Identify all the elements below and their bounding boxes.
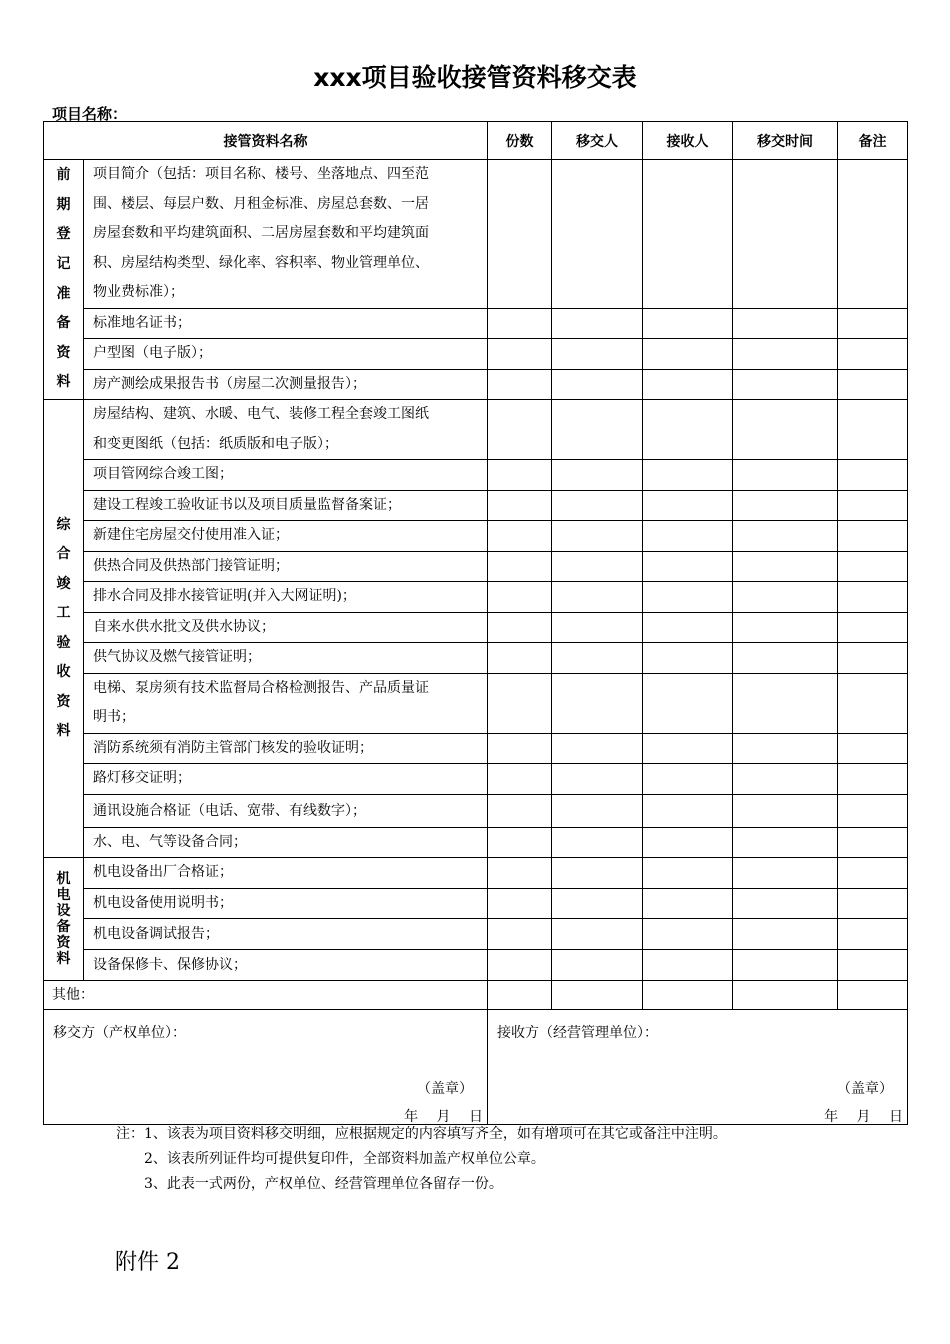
item-text: 房产测绘成果报告书（房屋二次测量报告）； bbox=[93, 375, 366, 392]
table-row bbox=[44, 673, 908, 733]
receiver-cell[interactable] bbox=[643, 981, 733, 1010]
remarks-cell[interactable] bbox=[838, 490, 908, 521]
receiver-cell[interactable] bbox=[643, 733, 733, 764]
remarks-cell[interactable] bbox=[838, 733, 908, 764]
count-cell[interactable] bbox=[488, 400, 552, 460]
header-handover-person: 移交人 bbox=[552, 122, 643, 160]
item-text: 设备保修卡、保修协议； bbox=[93, 956, 247, 973]
handover-time-cell[interactable] bbox=[733, 460, 838, 491]
receiver-cell[interactable] bbox=[643, 919, 733, 950]
handover-time-cell[interactable] bbox=[733, 981, 838, 1010]
count-cell[interactable] bbox=[488, 308, 552, 339]
table-row bbox=[44, 551, 908, 582]
item-text: 通讯设施合格证（电话、宽带、有线数字）； bbox=[93, 803, 366, 819]
remarks-cell[interactable] bbox=[838, 460, 908, 491]
remarks-cell[interactable] bbox=[838, 981, 908, 1010]
remarks-cell[interactable] bbox=[838, 764, 908, 795]
handover-time-cell[interactable] bbox=[733, 858, 838, 889]
signature-row bbox=[44, 1010, 908, 1125]
handover-person-cell[interactable] bbox=[552, 827, 643, 858]
remarks-cell[interactable] bbox=[838, 950, 908, 981]
table-row bbox=[44, 794, 908, 827]
category-char: 备 bbox=[56, 315, 71, 332]
receiver-cell[interactable] bbox=[643, 551, 733, 582]
table-row bbox=[44, 764, 908, 795]
handover-person-cell[interactable] bbox=[552, 919, 643, 950]
category-char: 期 bbox=[56, 196, 71, 213]
handover-person-cell[interactable] bbox=[552, 400, 643, 460]
table-row bbox=[44, 733, 908, 764]
item-name bbox=[84, 490, 488, 521]
remarks-cell[interactable] bbox=[838, 400, 908, 460]
item-name bbox=[84, 612, 488, 643]
category-char: 准 bbox=[56, 285, 71, 302]
receiver-cell[interactable] bbox=[643, 400, 733, 460]
count-cell[interactable] bbox=[488, 521, 552, 552]
item-text: 路灯移交证明； bbox=[93, 770, 191, 786]
handover-time-cell[interactable] bbox=[733, 733, 838, 764]
item-text: 围、楼层、每层户数、月租金标准、房屋总套数、一居 bbox=[93, 195, 429, 212]
table-row bbox=[44, 612, 908, 643]
count-cell[interactable] bbox=[488, 733, 552, 764]
item-text: 积、房屋结构类型、绿化率、容积率、物业管理单位、 bbox=[93, 254, 429, 271]
receiver-cell[interactable] bbox=[643, 673, 733, 733]
item-name bbox=[84, 369, 488, 400]
item-text: 新建住宅房屋交付使用准入证； bbox=[93, 527, 289, 543]
category-char: 资 bbox=[56, 693, 71, 710]
header-name: 接管资料名称 bbox=[44, 122, 488, 160]
item-text: 供热合同及供热部门接管证明； bbox=[93, 557, 289, 574]
table-row bbox=[44, 400, 908, 460]
receiver-cell[interactable] bbox=[643, 888, 733, 919]
item-text: 房屋套数和平均建筑面积、二居房屋套数和平均建筑面 bbox=[93, 225, 429, 241]
handover-person-cell[interactable] bbox=[552, 673, 643, 733]
table-row bbox=[44, 950, 908, 981]
receiver-cell[interactable] bbox=[643, 339, 733, 370]
remarks-cell[interactable] bbox=[838, 369, 908, 400]
handover-person-cell[interactable] bbox=[552, 582, 643, 613]
category-char: 电 bbox=[56, 887, 71, 903]
item-name bbox=[84, 308, 488, 339]
receiver-cell[interactable] bbox=[643, 369, 733, 400]
project-name-label: 项目名称： bbox=[52, 105, 128, 123]
item-text: 消防系统须有消防主管部门核发的验收证明； bbox=[93, 739, 373, 756]
header-receiver: 接收人 bbox=[643, 122, 733, 160]
handover-person-cell[interactable] bbox=[552, 858, 643, 889]
category-label bbox=[44, 858, 84, 981]
category-char: 资 bbox=[56, 935, 71, 951]
item-text: 户型图（电子版）； bbox=[93, 345, 212, 361]
table-row bbox=[44, 888, 908, 919]
note-line: 2、该表所列证件均可提供复印件，全部资料加盖产权单位公章。 bbox=[144, 1151, 545, 1167]
handover-time-cell[interactable] bbox=[733, 673, 838, 733]
receiver-cell[interactable] bbox=[643, 950, 733, 981]
category-char: 料 bbox=[56, 723, 71, 739]
handover-time-cell[interactable] bbox=[733, 400, 838, 460]
handover-time-cell[interactable] bbox=[733, 582, 838, 613]
category-char: 前 bbox=[56, 167, 71, 184]
item-name bbox=[84, 764, 488, 795]
count-cell[interactable] bbox=[488, 764, 552, 795]
receiver-cell[interactable] bbox=[643, 460, 733, 491]
count-cell[interactable] bbox=[488, 551, 552, 582]
receiver-cell[interactable] bbox=[643, 612, 733, 643]
count-cell[interactable] bbox=[488, 858, 552, 889]
count-cell[interactable] bbox=[488, 582, 552, 613]
signature-label: 移交方（产权单位）： bbox=[53, 1025, 186, 1041]
table-row bbox=[44, 160, 908, 309]
count-cell[interactable] bbox=[488, 673, 552, 733]
table-row bbox=[44, 490, 908, 521]
category-label bbox=[44, 160, 84, 400]
receiver-cell[interactable] bbox=[643, 160, 733, 309]
table-row bbox=[44, 308, 908, 339]
item-name bbox=[84, 827, 488, 858]
count-cell[interactable] bbox=[488, 160, 552, 309]
item-name bbox=[84, 582, 488, 613]
item-text: 排水合同及排水接管证明(并入大网证明)； bbox=[93, 588, 356, 604]
table-row bbox=[44, 521, 908, 552]
category-char: 备 bbox=[56, 919, 71, 935]
category-char: 综 bbox=[56, 516, 71, 533]
handover-time-cell[interactable] bbox=[733, 369, 838, 400]
item-name bbox=[84, 400, 488, 460]
receiver-cell[interactable] bbox=[643, 490, 733, 521]
handover-party-signature[interactable] bbox=[44, 1010, 488, 1125]
receiver-cell[interactable] bbox=[643, 858, 733, 889]
handover-time-cell[interactable] bbox=[733, 551, 838, 582]
other-label: 其他： bbox=[44, 981, 488, 1010]
handover-time-cell[interactable] bbox=[733, 919, 838, 950]
count-cell[interactable] bbox=[488, 612, 552, 643]
table-row bbox=[44, 369, 908, 400]
note-line: 3、此表一式两份，产权单位、经营管理单位各留存一份。 bbox=[144, 1176, 503, 1192]
handover-time-cell[interactable] bbox=[733, 950, 838, 981]
item-text: 项目管网综合竣工图； bbox=[93, 466, 233, 482]
item-text: 标准地名证书； bbox=[93, 314, 191, 331]
item-text: 电梯、泵房须有技术监督局合格检测报告、产品质量证 bbox=[93, 679, 429, 696]
handover-time-cell[interactable] bbox=[733, 612, 838, 643]
count-cell[interactable] bbox=[488, 888, 552, 919]
receiver-cell[interactable] bbox=[643, 643, 733, 674]
count-cell[interactable] bbox=[488, 643, 552, 674]
item-text: 机电设备调试报告； bbox=[93, 925, 219, 942]
notes bbox=[116, 1122, 727, 1197]
handover-time-cell[interactable] bbox=[733, 827, 838, 858]
handover-person-cell[interactable] bbox=[552, 521, 643, 552]
category-char: 合 bbox=[56, 546, 71, 562]
category-char: 记 bbox=[56, 255, 71, 272]
category-char: 工 bbox=[56, 605, 71, 621]
category-char: 料 bbox=[56, 374, 71, 391]
category-char: 机 bbox=[56, 871, 71, 887]
count-cell[interactable] bbox=[488, 460, 552, 491]
item-text: 机电设备使用说明书； bbox=[93, 894, 233, 911]
handover-time-cell[interactable] bbox=[733, 521, 838, 552]
item-name bbox=[84, 339, 488, 370]
category-char: 验 bbox=[56, 634, 71, 651]
handover-person-cell[interactable] bbox=[552, 308, 643, 339]
signature-label: 接收方（经营管理单位）： bbox=[497, 1025, 658, 1041]
item-name bbox=[84, 521, 488, 552]
stamp-label: （盖章） bbox=[417, 1081, 473, 1097]
item-name bbox=[84, 733, 488, 764]
receiver-cell[interactable] bbox=[643, 827, 733, 858]
item-text: 和变更图纸（包括：纸质版和电子版）； bbox=[93, 435, 338, 452]
table-row bbox=[44, 858, 908, 889]
item-text: 水、电、气等设备合同； bbox=[93, 833, 247, 850]
remarks-cell[interactable] bbox=[838, 794, 908, 827]
item-name bbox=[84, 160, 488, 309]
category-char: 资 bbox=[56, 344, 71, 361]
other-row bbox=[44, 981, 908, 1010]
handover-person-cell[interactable] bbox=[552, 460, 643, 491]
category-char: 登 bbox=[56, 226, 71, 243]
handover-person-cell[interactable] bbox=[552, 888, 643, 919]
handover-person-cell[interactable] bbox=[552, 950, 643, 981]
handover-table bbox=[43, 121, 908, 1125]
handover-person-cell[interactable] bbox=[552, 764, 643, 795]
item-text: 明书； bbox=[93, 709, 135, 725]
item-text: 房屋结构、建筑、水暖、电气、装修工程全套竣工图纸 bbox=[93, 406, 429, 422]
note-line: 注：1、该表为项目资料移交明细，应根据规定的内容填写齐全，如有增项可在其它或备注中注明。 bbox=[116, 1126, 727, 1142]
remarks-cell[interactable] bbox=[838, 827, 908, 858]
remarks-cell[interactable] bbox=[838, 888, 908, 919]
remarks-cell[interactable] bbox=[838, 582, 908, 613]
remarks-cell[interactable] bbox=[838, 521, 908, 552]
remarks-cell[interactable] bbox=[838, 643, 908, 674]
item-name bbox=[84, 643, 488, 674]
handover-person-cell[interactable] bbox=[552, 643, 643, 674]
stamp-label: （盖章） bbox=[837, 1081, 893, 1097]
count-cell[interactable] bbox=[488, 950, 552, 981]
receiver-cell[interactable] bbox=[643, 308, 733, 339]
category-label bbox=[44, 400, 84, 858]
remarks-cell[interactable] bbox=[838, 308, 908, 339]
date-label: 年 月 日 bbox=[404, 1109, 483, 1125]
handover-person-cell[interactable] bbox=[552, 794, 643, 827]
remarks-cell[interactable] bbox=[838, 160, 908, 309]
count-cell[interactable] bbox=[488, 339, 552, 370]
handover-time-cell[interactable] bbox=[733, 794, 838, 827]
count-cell[interactable] bbox=[488, 794, 552, 827]
remarks-cell[interactable] bbox=[838, 551, 908, 582]
item-name bbox=[84, 858, 488, 889]
header-remarks: 备注 bbox=[838, 122, 908, 160]
item-name bbox=[84, 919, 488, 950]
count-cell[interactable] bbox=[488, 827, 552, 858]
item-text: 供气协议及燃气接管证明； bbox=[93, 649, 261, 665]
handover-time-cell[interactable] bbox=[733, 888, 838, 919]
item-text: 自来水供水批文及供水协议； bbox=[93, 618, 275, 635]
handover-time-cell[interactable] bbox=[733, 764, 838, 795]
remarks-cell[interactable] bbox=[838, 858, 908, 889]
count-cell[interactable] bbox=[488, 490, 552, 521]
remarks-cell[interactable] bbox=[838, 919, 908, 950]
item-name bbox=[84, 888, 488, 919]
receiver-cell[interactable] bbox=[643, 521, 733, 552]
item-text: 项目简介（包括：项目名称、楼号、坐落地点、四至范 bbox=[93, 166, 429, 182]
item-name bbox=[84, 673, 488, 733]
item-text: 物业费标准）； bbox=[93, 284, 184, 300]
form-title: xxx项目验收接管资料移交表 bbox=[313, 63, 637, 92]
receiver-cell[interactable] bbox=[643, 794, 733, 827]
item-name bbox=[84, 460, 488, 491]
handover-person-cell[interactable] bbox=[552, 339, 643, 370]
handover-person-cell[interactable] bbox=[552, 490, 643, 521]
handover-time-cell[interactable] bbox=[733, 490, 838, 521]
category-char: 设 bbox=[56, 903, 71, 919]
handover-time-cell[interactable] bbox=[733, 339, 838, 370]
count-cell[interactable] bbox=[488, 981, 552, 1010]
count-cell[interactable] bbox=[488, 369, 552, 400]
annex-label: 附件 2 bbox=[115, 1250, 180, 1275]
handover-person-cell[interactable] bbox=[552, 981, 643, 1010]
header-handover-time: 移交时间 bbox=[733, 122, 838, 160]
handover-person-cell[interactable] bbox=[552, 160, 643, 309]
receiver-cell[interactable] bbox=[643, 582, 733, 613]
table-row bbox=[44, 827, 908, 858]
handover-time-cell[interactable] bbox=[733, 160, 838, 309]
remarks-cell[interactable] bbox=[838, 612, 908, 643]
handover-person-cell[interactable] bbox=[552, 612, 643, 643]
count-cell[interactable] bbox=[488, 919, 552, 950]
receiver-party-signature[interactable] bbox=[488, 1010, 908, 1125]
category-char: 料 bbox=[56, 951, 71, 967]
handover-person-cell[interactable] bbox=[552, 733, 643, 764]
remarks-cell[interactable] bbox=[838, 339, 908, 370]
item-name bbox=[84, 551, 488, 582]
item-name bbox=[84, 794, 488, 827]
table-row bbox=[44, 643, 908, 674]
handover-time-cell[interactable] bbox=[733, 308, 838, 339]
table-row bbox=[44, 582, 908, 613]
receiver-cell[interactable] bbox=[643, 764, 733, 795]
handover-person-cell[interactable] bbox=[552, 369, 643, 400]
category-char: 收 bbox=[56, 664, 71, 680]
handover-time-cell[interactable] bbox=[733, 643, 838, 674]
remarks-cell[interactable] bbox=[838, 673, 908, 733]
table-row bbox=[44, 919, 908, 950]
handover-person-cell[interactable] bbox=[552, 551, 643, 582]
item-text: 建设工程竣工验收证书以及项目质量监督备案证； bbox=[93, 496, 401, 513]
header-count: 份数 bbox=[488, 122, 552, 160]
table-row bbox=[44, 339, 908, 370]
item-text: 机电设备出厂合格证； bbox=[93, 864, 233, 880]
table-header-row bbox=[44, 122, 908, 160]
date-label: 年 月 日 bbox=[824, 1109, 903, 1125]
table-row bbox=[44, 460, 908, 491]
category-char: 竣 bbox=[56, 575, 71, 592]
item-name bbox=[84, 950, 488, 981]
